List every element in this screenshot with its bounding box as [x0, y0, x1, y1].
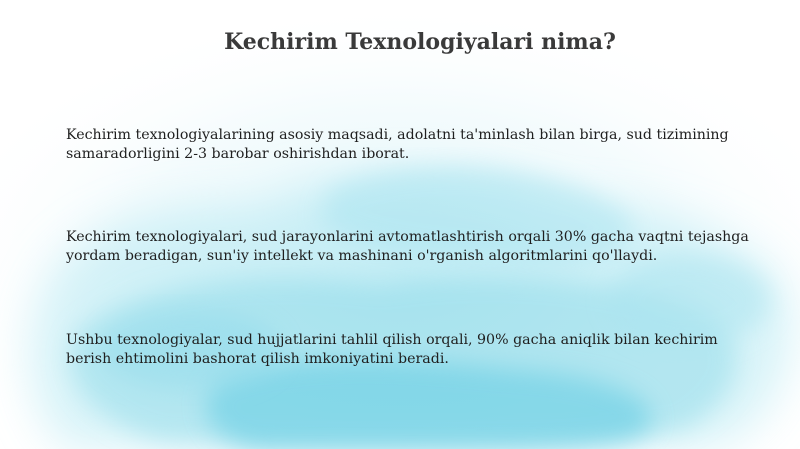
paragraph-3: Ushbu texnologiyalar, sud hujjatlarini tahlil qilish orqali, 90% gacha aniqlik bilan kechirim berish ehtimolini bashorat qilish imkoniyatini beradi. — [66, 332, 718, 367]
paragraph-1: Kechirim texnologiyalarining asosiy maqsadi, adolatni ta'minlash bilan birga, sud tizimining samaradorligini 2-3 barobar oshirishdan iborat. — [66, 127, 729, 162]
slide-title: Kechirim Texnologiyalari nima? — [224, 29, 616, 55]
paragraph-2: Kechirim texnologiyalari, sud jarayonlarini avtomatlashtirish orqali 30% gacha vaqtni tejashga yordam beradigan, sun'iy intellekt va mashinani o'rganish algoritmlarini qo'llaydi. — [66, 229, 749, 264]
